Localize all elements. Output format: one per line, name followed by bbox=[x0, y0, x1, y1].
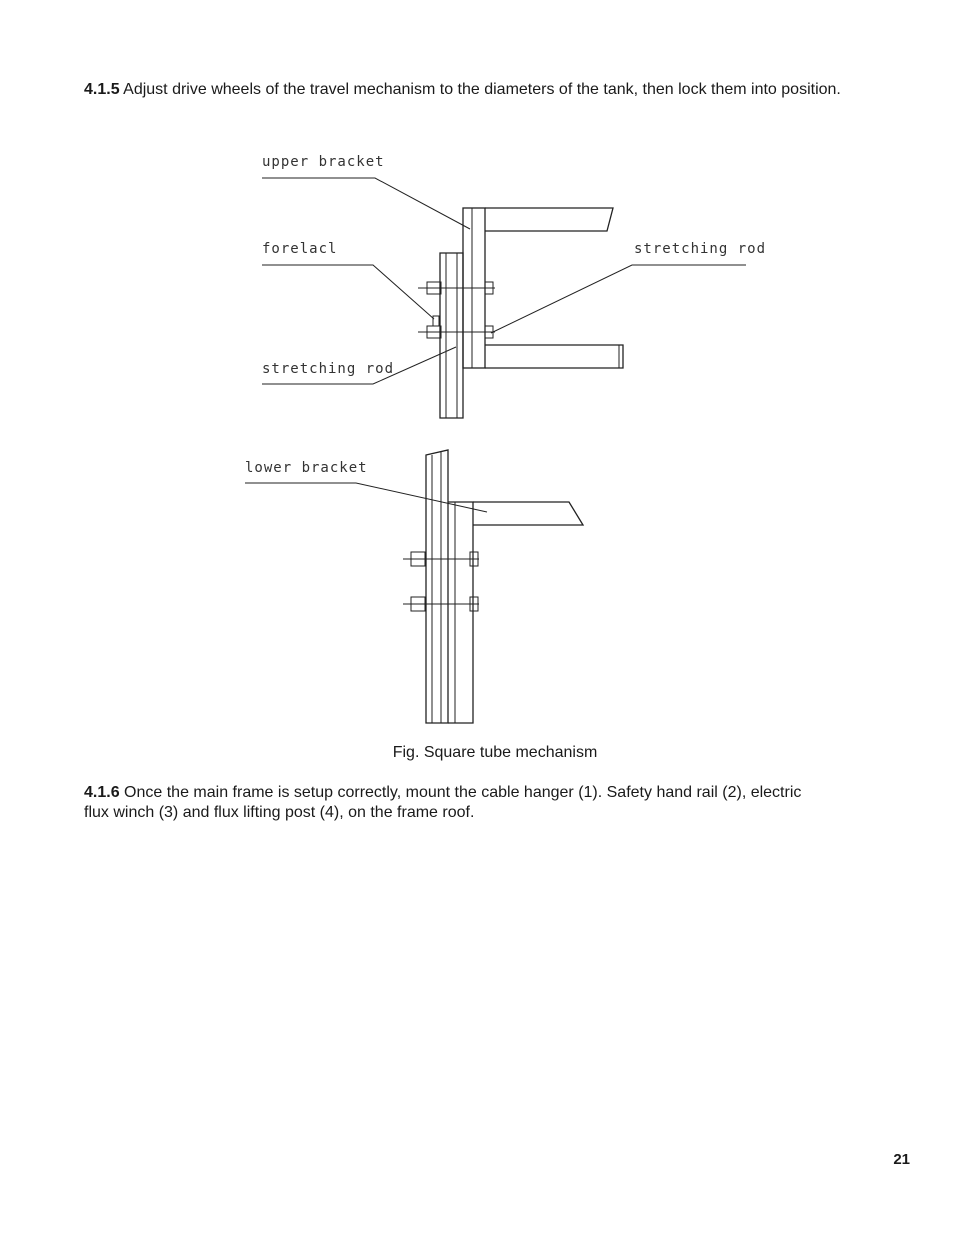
upper-assembly bbox=[418, 208, 623, 418]
lower-assembly bbox=[403, 450, 583, 723]
label-upper-bracket: upper bracket bbox=[262, 154, 385, 170]
upper-lower-arm bbox=[485, 345, 623, 368]
page-number: 21 bbox=[893, 1151, 910, 1168]
label-forelacl: forelacl bbox=[262, 241, 338, 257]
section-number: 4.1.6 bbox=[84, 784, 120, 801]
lower-bracket-post bbox=[448, 502, 473, 723]
section-text: Once the main frame is setup correctly, mount the cable hanger (1). Safety hand rail (2), electric flux winch (3) and flux lifting post (4), on the frame roof. bbox=[84, 784, 802, 821]
upper-bracket-leader bbox=[262, 178, 470, 229]
stretching-rod-right-leader bbox=[491, 265, 746, 333]
lower-bracket-leader bbox=[245, 483, 487, 512]
section-number: 4.1.5 bbox=[84, 81, 120, 98]
label-lower-bracket: lower bracket bbox=[245, 460, 368, 476]
section-text: Adjust drive wheels of the travel mechanism to the diameters of the tank, then lock them into position. bbox=[119, 81, 841, 98]
lower-post bbox=[426, 450, 448, 723]
section-4-1-6-paragraph bbox=[84, 783, 824, 823]
label-stretching-rod-left: stretching rod bbox=[262, 361, 395, 377]
lower-bracket-arm bbox=[473, 502, 583, 525]
forelacl-leader bbox=[262, 265, 434, 319]
upper-bracket-arm bbox=[485, 208, 613, 231]
label-stretching-rod-right: stretching rod bbox=[634, 241, 767, 257]
forelacl-plate bbox=[440, 253, 463, 418]
figure-caption: Fig. Square tube mechanism bbox=[392, 744, 598, 761]
